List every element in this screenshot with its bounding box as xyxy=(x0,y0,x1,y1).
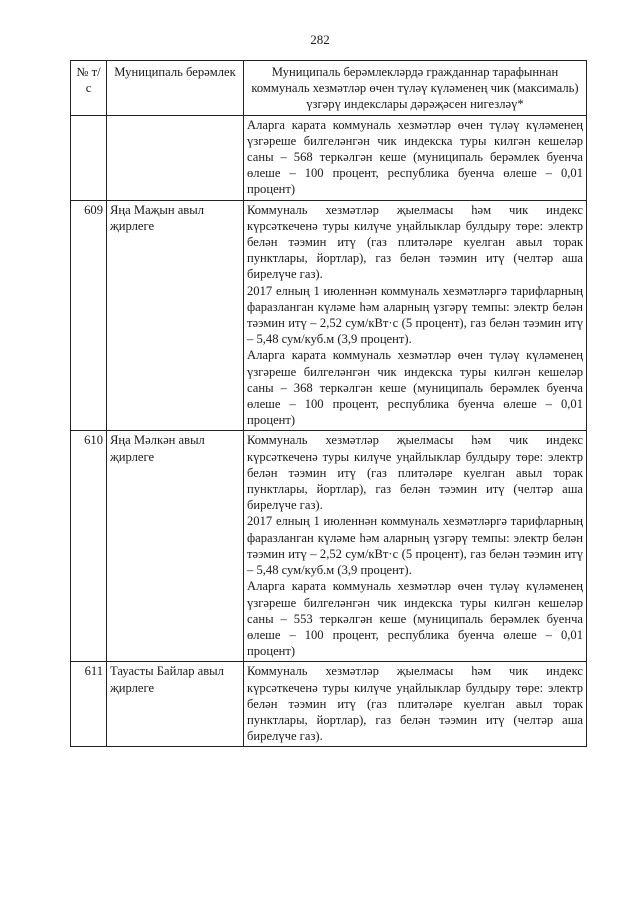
justification-cell xyxy=(244,115,587,200)
paragraph: Коммуналь хезмәтләр җыелмасы һәм чик индекс күрсәткеченә туры килүче уңайлыклар булдыру төре: электр белән тәэмин итү (газ плитәләре куелган авыл торак пунктлары, йортлар), газ белән тәэмин итү (челтәр аша бирелүче газ). xyxy=(247,433,583,513)
table-header-row xyxy=(71,61,587,116)
row-number: 611 xyxy=(71,662,107,747)
header-num: № т/с xyxy=(71,61,107,116)
paragraph: Аларга карата коммуналь хезмәтләр өчен түләү күләменең үзгәреше билгеләнгән чик индекска туры килгән кешеләр саны – 568 теркәлгән кеше (муниципаль берәмлек буенча өлеше – 100 процент, республика буенча өлеше – 0,01 процент) xyxy=(247,117,583,197)
table-row xyxy=(71,662,587,747)
header-justification: Муниципаль берәмлекләрдә гражданнар тарафыннан коммуналь хезмәтләр өчен түләү күләменең чик (максималь) үзгәрү индекслары дәрәҗәсен нигезләү* xyxy=(244,61,587,116)
table-row xyxy=(71,115,587,200)
municipality-name: Яңа Мәлкән авыл җирлеге xyxy=(107,431,244,662)
justification-cell xyxy=(244,431,587,662)
paragraph: 2017 елның 1 июленнән коммуналь хезмәтләргә тарифларның фаразланган күләме һәм аларның үзгәрү темпы: электр белән тәэмин итү – 2,52 сум/кВт·с (5 процент), газ белән тәэмин итү – 5,48 сум/куб.м (3,9 процент). xyxy=(247,283,583,347)
paragraph: Коммуналь хезмәтләр җыелмасы һәм чик индекс күрсәткеченә туры килүче уңайлыклар булдыру төре: электр белән тәэмин итү (газ плитәләре куелган авыл торак пунктлары, йортлар), газ белән тәэмин итү (челтәр аша бирелүче газ). xyxy=(247,202,583,282)
indices-table xyxy=(70,60,587,747)
justification-cell xyxy=(244,200,587,431)
table-row xyxy=(71,200,587,431)
municipality-name xyxy=(107,115,244,200)
row-number xyxy=(71,115,107,200)
header-municipality: Муниципаль берәмлек xyxy=(107,61,244,116)
row-number: 609 xyxy=(71,200,107,431)
justification-cell xyxy=(244,662,587,747)
paragraph: Аларга карата коммуналь хезмәтләр өчен түләү күләменең үзгәреше билгеләнгән чик индекска туры килгән кешеләр саны – 553 теркәлгән кеше (муниципаль берәмлек буенча өлеше – 100 процент, республика буенча өлеше – 0,01 процент) xyxy=(247,579,583,659)
page-number: 282 xyxy=(310,32,330,47)
paragraph: 2017 елның 1 июленнән коммуналь хезмәтләргә тарифларның фаразланган күләме һәм аларның үзгәрү темпы: электр белән тәэмин итү – 2,52 сум/кВт·с (5 процент), газ белән тәэмин итү – 5,48 сум/куб.м (3,9 процент). xyxy=(247,514,583,578)
municipality-name: Яңа Маҗын авыл җирлеге xyxy=(107,200,244,431)
municipality-name: Тауасты Байлар авыл җирлеге xyxy=(107,662,244,747)
paragraph: Аларга карата коммуналь хезмәтләр өчен түләү күләменең үзгәреше билгеләнгән чик индекска туры килгән кешеләр саны – 368 теркәлгән кеше (муниципаль берәмлек буенча өлеше – 100 процент, республика буенча өлеше – 0,01 процент) xyxy=(247,348,583,428)
row-number: 610 xyxy=(71,431,107,662)
table-row xyxy=(71,431,587,662)
paragraph: Коммуналь хезмәтләр җыелмасы һәм чик индекс күрсәткеченә туры килүче уңайлыклар булдыру төре: электр белән тәэмин итү (газ плитәләре куелган авыл торак пунктлары, йортлар), газ белән тәэмин итү (челтәр аша бирелүче газ). xyxy=(247,664,583,744)
